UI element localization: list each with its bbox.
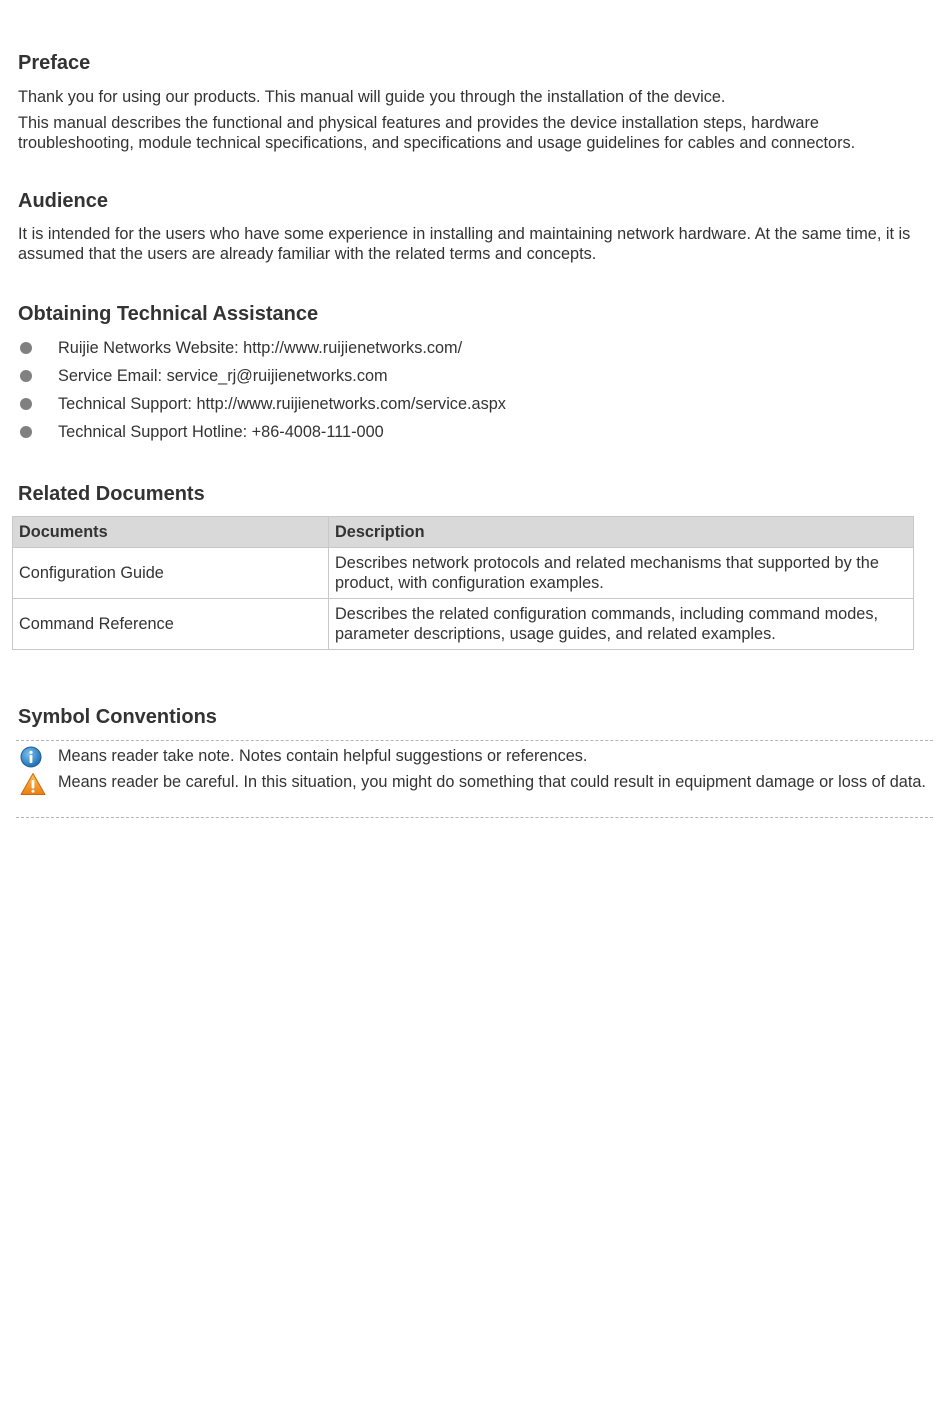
table-header-row (13, 517, 914, 548)
bullet-dot (20, 342, 32, 354)
table-row (13, 599, 914, 650)
warning-icon (20, 772, 46, 801)
preface-heading: Preface (18, 52, 91, 74)
bullet-dot (20, 426, 32, 438)
audience-heading: Audience (18, 190, 109, 212)
symbol-conventions-heading: Symbol Conventions (18, 706, 217, 728)
note-text: Means reader take note. Notes contain helpful suggestions or references. (58, 747, 588, 765)
table-row (13, 548, 914, 599)
table-cell-document: Command Reference (13, 599, 329, 650)
bullet-dot (20, 370, 32, 382)
bullet-dot (20, 398, 32, 410)
symbol-conventions-box (16, 740, 933, 818)
note-convention (16, 741, 933, 769)
email-item: Service Email: service_rj@ruijienetworks.com (58, 367, 388, 385)
table-cell-description: Describes the related configuration commands, including command modes, parameter descriptions, usage guides, and related examples. (329, 599, 914, 650)
caution-text: Means reader be careful. In this situation, you might do something that could result in equipment damage or loss of data. (58, 773, 926, 791)
audience-paragraph: It is intended for the users who have some experience in installing and maintaining network hardware. At the same time, it is assumed that the users are already familiar with the related terms and concepts. (18, 225, 911, 263)
column-header-description: Description (329, 517, 914, 548)
preface-paragraph-2: This manual describes the functional and physical features and provides the device installation steps, hardware troubleshooting, module technical specifications, and specifications and usage guidelines for cables and connectors. (18, 114, 856, 152)
related-documents-table (12, 516, 914, 650)
table-cell-document: Configuration Guide (13, 548, 329, 599)
website-item: Ruijie Networks Website: http://www.ruijienetworks.com/ (58, 339, 463, 357)
assistance-heading: Obtaining Technical Assistance (18, 303, 319, 325)
preface-paragraph-1: Thank you for using our products. This manual will guide you through the installation of the device. (18, 88, 726, 106)
hotline-item: Technical Support Hotline: +86-4008-111-000 (58, 423, 384, 441)
column-header-documents: Documents (13, 517, 329, 548)
caution-convention (16, 769, 933, 817)
related-documents-heading: Related Documents (18, 483, 205, 505)
table-cell-description: Describes network protocols and related mechanisms that supported by the product, with configuration examples. (329, 548, 914, 599)
support-item: Technical Support: http://www.ruijienetworks.com/service.aspx (58, 395, 506, 413)
